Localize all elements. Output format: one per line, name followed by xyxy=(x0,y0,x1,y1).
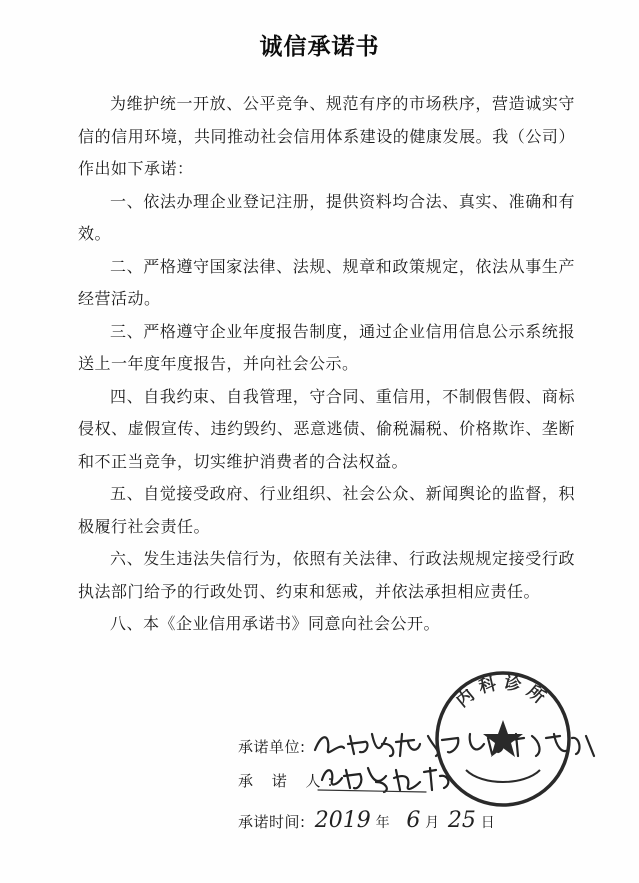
paragraph-item-6: 六、发生违法失信行为，依照有关法律、行政法规规定接受行政执法部门给予的行政处罚、约束和惩戒，并依法承担相应责任。 xyxy=(78,549,575,601)
date-month: 6 xyxy=(406,808,421,833)
date-year: 2019 xyxy=(314,808,371,833)
paragraph-item-1: 一、依法办理企业登记注册，提供资料均合法、真实、准确和有效。 xyxy=(78,191,575,243)
seal-text: 内科诊所 xyxy=(452,673,554,712)
signature-time-row xyxy=(238,808,495,838)
seal-star-icon xyxy=(483,720,523,757)
date-day-unit: 日 xyxy=(480,815,495,831)
signature-unit-row xyxy=(238,736,310,766)
time-label: 承诺时间: xyxy=(238,813,306,831)
paragraph-item-4: 四、自我约束、自我管理，守合同、重信用，不制假售假、商标侵权、虚假宣传、违约毁约、恶意逃债、偷税漏税、价格欺诈、垄断和不正当竞争，切实维护消费者的合法权益。 xyxy=(78,386,575,471)
paragraph-item-2: 二、严格遵守国家法律、法规、规章和政策规定，依法从事生产经营活动。 xyxy=(78,256,575,308)
paragraph-item-3: 三、严格遵守企业年度报告制度，通过企业信用信息公示系统报送上一年度年度报告，并向社会公示。 xyxy=(78,321,575,373)
document-title: 诚信承诺书 xyxy=(259,34,380,60)
signature-person-row xyxy=(238,770,340,800)
person-label: 承 诺 人: xyxy=(238,772,340,790)
paragraph-intro: 为维护统一开放、公平竞争、规范有序的市场秩序，营造诚实守信的信用环境，共同推动社会信用体系建设的健康发展。我（公司）作出如下承诺： xyxy=(78,94,575,178)
seal-inner-arc xyxy=(466,770,540,782)
paragraph-item-5: 五、自觉接受政府、行业组织、社会公众、新闻舆论的监督，积极履行社会责任。 xyxy=(78,484,575,536)
date-year-unit: 年 xyxy=(375,815,390,831)
official-seal xyxy=(432,668,574,810)
date-day: 25 xyxy=(447,808,476,833)
paragraph-item-8: 八、本《企业信用承诺书》同意向社会公开。 xyxy=(110,614,441,633)
date-month-unit: 月 xyxy=(425,815,440,831)
unit-label: 承诺单位: xyxy=(238,738,306,756)
document-body xyxy=(78,88,575,641)
